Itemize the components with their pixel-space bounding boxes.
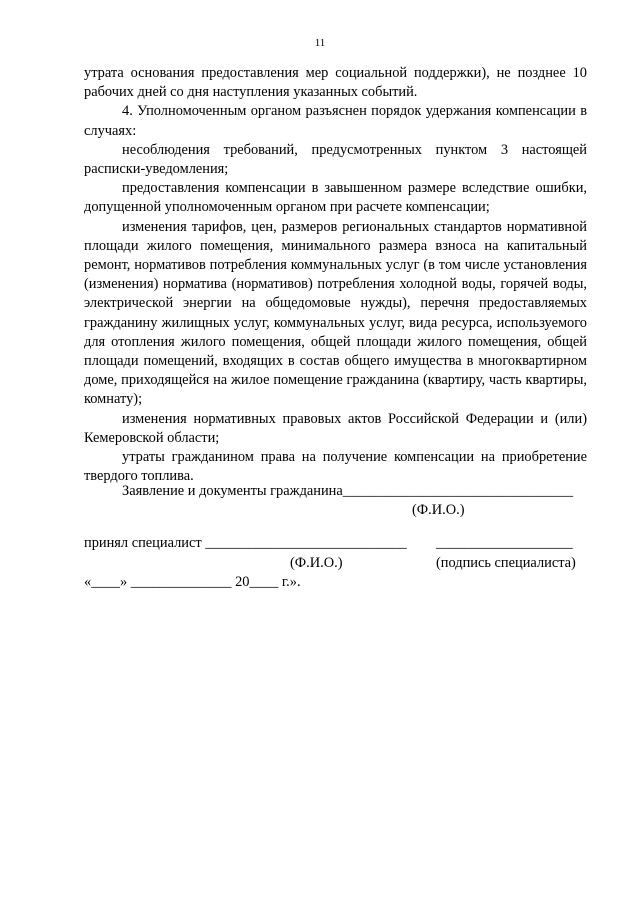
signature-line: ___________________ — [436, 535, 573, 552]
accepted-line — [84, 534, 587, 553]
fio-caption-2: (Ф.И.О.) — [290, 554, 343, 571]
paragraph-case-loss-of-right: утраты гражданином права на получение компенсации на приобретение твердого топлива. — [84, 449, 587, 485]
paragraph-deadline: утрата основания предоставления мер социальной поддержки), не позднее 10 рабочих дней со дня наступления указанных событий. — [84, 65, 587, 101]
paragraph-case-overpayment: предоставления компенсации в завышенном размере вследствие ошибки, допущенной уполномоченным органом при расчете компенсации; — [84, 180, 587, 216]
document-body — [84, 64, 587, 486]
page-number: 11 — [314, 37, 326, 49]
statement-label: Заявление и документы гражданина________________________________ — [122, 483, 574, 499]
date-line: «____» ______________ 20____ г.». — [84, 573, 301, 590]
fio-caption-1: (Ф.И.О.) — [412, 502, 465, 519]
caption-row-2 — [84, 554, 587, 573]
date-row — [84, 573, 587, 592]
signature-caption: (подпись специалиста) — [436, 554, 576, 571]
statement-line — [84, 482, 587, 501]
signature-block — [84, 482, 587, 592]
fio-caption-row-1 — [84, 501, 587, 520]
accepted-label: принял специалист ____________________________ — [84, 535, 407, 552]
paragraph-item-4: 4. Уполномоченным органом разъяснен порядок удержания компенсации в случаях: — [84, 103, 587, 139]
paragraph-case-legal-changes: изменения нормативных правовых актов Российской Федерации и (или) Кемеровской области; — [84, 410, 587, 446]
paragraph-case-tariff-changes: изменения тарифов, цен, размеров региональных стандартов нормативной площади жилого помещения, минимального размера взноса на капитальный ремонт, нормативов потребления коммунальных услуг (в том числе установления (изменения) норматива (нормативов) потребления холодной воды, горячей воды, электрической энергии на общедомовые нужды), перечня предоставляемых гражданину жилищных услуг, коммунальных услуг, вида ресурса, используемого для отопления жилого помещения, общей площади жилого помещения, общей площади помещений, входящих в состав общего имущества в многоквартирном доме, приходящейся на жилое помещение гражданина (квартиру, часть квартиры, комнату); — [84, 218, 587, 408]
paragraph-case-noncompliance: несоблюдения требований, предусмотренных пунктом 3 настоящей расписки-уведомления; — [84, 141, 587, 178]
